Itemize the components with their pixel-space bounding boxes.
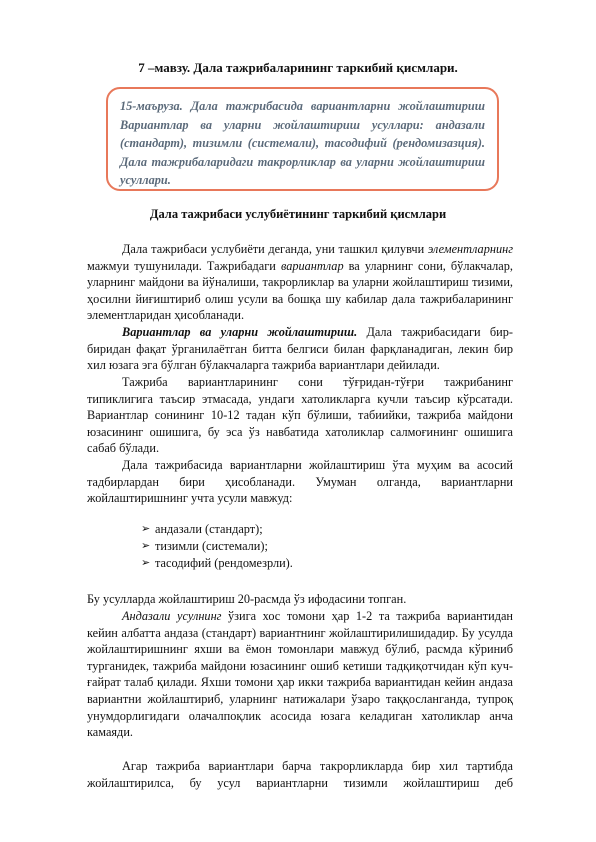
paragraph-6	[87, 608, 513, 741]
p2-bold-heading: Вариантлар ва уларни жойлаштириш.	[122, 325, 358, 339]
page-title: 7 –мавзу. Дала тажрибаларининг таркибий қисмлари.	[138, 60, 458, 75]
arrow-bullet-icon: ➢	[141, 523, 151, 535]
p6-text: ўзига хос томони ҳар 1-2 та тажриба вариантидан кейин албатта андаза (стандарт) вариантнинг жойлаштирилишидадир. Бу усулда жойлаштиришнинг яхши ва ёмон томонлари мавжуд бўлиб, расмда кўриниб турганидек, тажриба майдони юзасининг ошиб кетиши тадқиқотчидан кўп куч-ғайрат талаб қилади. Яхши томони ҳар икки тажриба вариантидан кейин андаза вариантни жойлаштириб, уларнинг натижалари ўзаро таққосланганда, тупроқ унумдорлигидаги олачалпоқлик асосида юзага келадиган хатоликлар анча камаяди.	[87, 609, 513, 740]
list-item: ➢ тизимли (системали);	[141, 538, 268, 553]
paragraph-7	[87, 758, 513, 791]
p4-text: Дала тажрибасида вариантларни жойлаштириш ўта муҳим ва асосий тадбирлардан бири ҳисобланади. Умуман олганда, вариантларни жойлаштиришнинг учта усули мавжуд:	[87, 458, 513, 506]
p1-italic-1: элементларнинг	[427, 242, 513, 256]
lecture-callout-box	[106, 87, 499, 191]
p5-text: Бу усулларда жойлаштириш 20-расмда ўз ифодасини топган.	[87, 592, 407, 606]
paragraph-1	[87, 241, 513, 324]
list-item: ➢ андазали (стандарт);	[141, 522, 263, 536]
arrow-bullet-icon: ➢	[141, 539, 151, 552]
paragraph-4	[87, 457, 513, 507]
p3-text: Тажриба вариантларининг сони тўғридан-тўғри тажрибанинг типиклигига таъсир этмасада, ундаги хатоликларга кучли таъсир кўрсатади. Вариантлар сонининг 10-12 тадан кўп бўлиши, табиийки, тажриба майдони юзасининг ошишига, бу эса ўз навбатида хатоликлар салмоғининг ошишига сабаб бўлади.	[87, 375, 513, 456]
p1-text-1: Дала тажрибаси услубиёти деганда, уни ташкил қилувчи	[122, 242, 428, 256]
section-subtitle: Дала тажрибаси услубиётининг таркибий қисмлари	[149, 207, 447, 221]
p1-italic-2: вариантлар	[280, 258, 344, 273]
methods-list	[141, 521, 293, 571]
callout-text: 15-маъруза. Дала тажрибасида вариантларни жойлаштириш Вариантлар ва уларни жойлаштириш усуллари: андазали (стандарт), тизимли (системали), тасодифий (рендомизазция). Дала тажрибаларидаги такрорликлар ва уларни жойлаштириш усуллари.	[120, 99, 485, 187]
p1-text-3: ва уларнинг сони, бўлакчалар, уларнинг майдони ва йўналиши, такрорликлар ва уларни жойлаштириш тизими, ҳосилни йиғиштириб олиш усули ва бошқа шу кабилар дала тажрибаларининг элементларидан ҳисобланади.	[87, 258, 513, 323]
arrow-bullet-icon: ➢	[141, 556, 151, 569]
p7-text: Агар тажриба вариантлари барча такрорликларда бир хил тартибда жойлаштирилса, бу усул вариантларни тизимли жойлаштириш деб	[87, 759, 513, 790]
p2-text: Дала тажрибасидаги бир-биридан фақат ўрганилаётган битта белгиси билан фарқланадиган, лекин бир хил юзага эга бўлган бўлакчаларга тажриба вариантлари дейилади.	[87, 325, 513, 373]
p6-italic: Андазали усулнинг	[122, 609, 222, 623]
paragraph-3	[87, 374, 513, 457]
p1-text-2: мажмуи тушунилади. Тажрибадаги	[87, 258, 281, 273]
paragraph-5	[87, 591, 513, 608]
paragraph-2	[87, 324, 513, 374]
list-item: ➢ тасодифий (рендомезрли).	[141, 555, 293, 570]
